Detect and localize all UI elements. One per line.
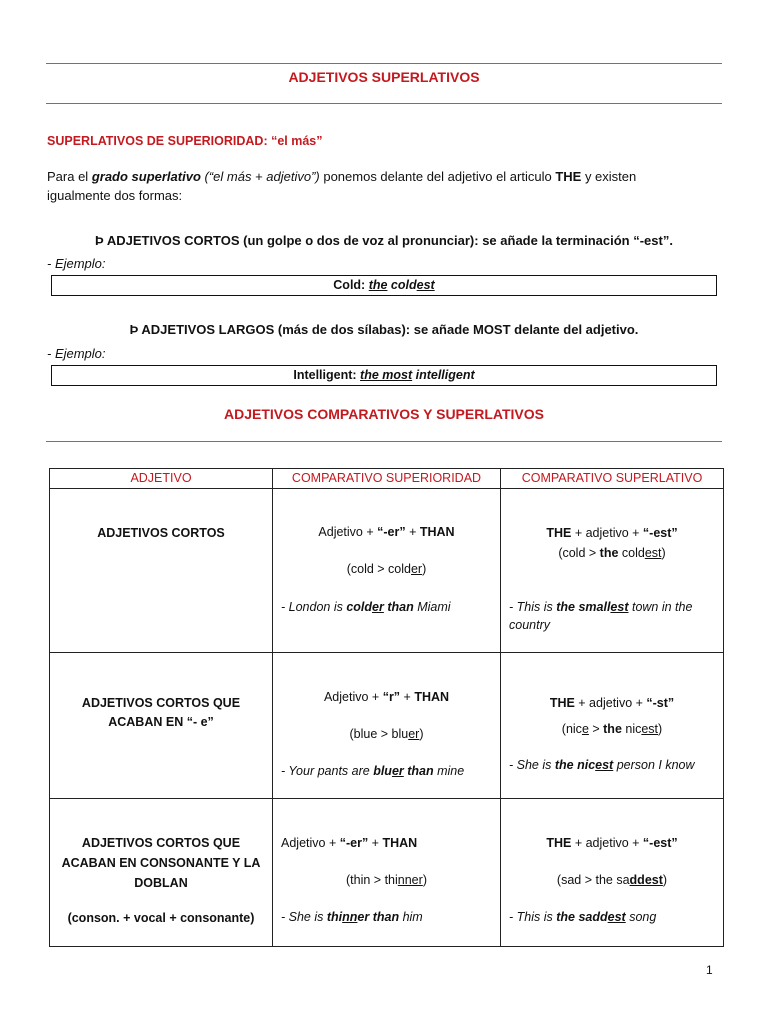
intro-line-2: igualmente dos formas: — [47, 187, 183, 203]
title-bottom-rule — [46, 103, 722, 104]
example-text: (cold > cold — [346, 562, 411, 576]
rule-the: THE — [546, 526, 572, 540]
page-title: ADJETIVOS SUPERLATIVOS — [288, 69, 480, 85]
example-text: cold — [618, 546, 645, 560]
rule-than: THAN — [382, 836, 418, 850]
short-adjectives-rule — [0, 232, 768, 251]
table-row — [50, 799, 724, 947]
intro-paragraph — [47, 168, 723, 206]
example-text: (sad > the sa — [556, 873, 630, 887]
adjective-type-label: ADJETIVOS CORTOS — [97, 526, 225, 540]
example-text: (nic — [561, 722, 582, 736]
header-superlativo: COMPARATIVO SUPERLATIVO — [501, 469, 724, 489]
sentence-underline: est — [610, 600, 629, 614]
sentence-bold: blu — [373, 764, 392, 778]
rule-text: + — [405, 525, 420, 539]
cell-adjective-type — [50, 489, 273, 653]
example-the: the — [368, 278, 388, 292]
rule-text: + adjetivo + — [574, 696, 647, 710]
intro-the: THE — [555, 169, 582, 184]
sentence-bold: the nic — [554, 758, 596, 772]
intro-italic: (“el más + adjetivo”) — [200, 169, 320, 184]
cell-comparative — [273, 799, 501, 947]
intro-text: ponemos delante del adjetivo el articulo — [319, 169, 556, 184]
adjective-type-label: ACABAN EN CONSONANTE Y LA — [61, 856, 261, 870]
sentence-text: person I know — [613, 758, 695, 772]
cell-superlative — [501, 653, 724, 799]
example-underline: est — [644, 546, 662, 560]
comparison-table — [49, 468, 724, 947]
example-text: (cold > — [558, 546, 600, 560]
sentence-underline: er — [391, 764, 404, 778]
example-word: Cold: — [333, 278, 369, 292]
example-underline: est — [641, 722, 659, 736]
example-the: the — [599, 546, 619, 560]
rule-than: THAN — [419, 525, 455, 539]
example-underline: nner — [397, 873, 423, 887]
example-underline: er — [408, 727, 420, 741]
example-adj: intelligent — [412, 368, 475, 382]
rule-suffix: “r” — [382, 690, 401, 704]
example-text: nic — [621, 722, 642, 736]
sentence-bold: thi — [326, 910, 343, 924]
sentence-bold: than — [403, 764, 434, 778]
rule-the: THE — [546, 836, 572, 850]
section-heading-superioridad: SUPERLATIVOS DE SUPERIORIDAD: “el más” — [47, 134, 323, 148]
sentence-bold: the small — [556, 600, 611, 614]
example-the: the — [603, 722, 622, 736]
sentence-bold: than — [383, 600, 414, 614]
bullet-arrow-icon: Þ — [129, 322, 139, 337]
rule-text: Adjetivo + — [323, 690, 383, 704]
header-adjetivo: ADJETIVO — [50, 469, 273, 489]
adjective-type-label: DOBLAN — [134, 876, 188, 890]
example-text: ) — [658, 722, 663, 736]
sentence-text: - This is — [509, 600, 557, 614]
sentence-text: song — [625, 910, 657, 924]
rule-text: Adjetivo + — [281, 836, 340, 850]
rule-text: + adjetivo + — [571, 526, 643, 540]
sentence-text: - Your pants are — [281, 764, 374, 778]
rule-the: THE — [549, 696, 575, 710]
table-row — [50, 489, 724, 653]
rule-suffix: “-st” — [646, 696, 675, 710]
sentence-text: Miami — [413, 600, 451, 614]
sentence-text: - This is — [509, 910, 557, 924]
sentence-underline: est — [595, 758, 614, 772]
rule-text: + adjetivo + — [571, 836, 643, 850]
example-text: ) — [422, 873, 427, 887]
example-the-most: the most — [360, 368, 413, 382]
example-label: - Ejemplo: — [47, 346, 106, 361]
intro-text: y existen — [581, 169, 637, 184]
table-header-row — [50, 469, 724, 489]
short-example-box — [51, 275, 717, 296]
adjective-type-label: ADJETIVOS CORTOS QUE — [81, 696, 241, 710]
page-number: 1 — [706, 963, 713, 977]
example-text: ) — [662, 873, 668, 887]
example-suffix: est — [416, 278, 435, 292]
rule-text: + — [368, 836, 383, 850]
sentence-text: - London is — [281, 600, 347, 614]
example-text: > — [588, 722, 604, 736]
table-row — [50, 653, 724, 799]
example-text: ) — [422, 562, 427, 576]
sentence-text: town in the — [628, 600, 693, 614]
sentence-underline: nn — [342, 910, 358, 924]
example-stem: cold — [387, 278, 417, 292]
example-underline: e — [581, 722, 589, 736]
top-rule — [46, 63, 722, 64]
sentence-bold: cold — [346, 600, 373, 614]
example-underline: er — [410, 562, 423, 576]
example-label: - Ejemplo: — [47, 256, 106, 271]
example-text: ) — [661, 546, 666, 560]
intro-text: Para el — [47, 169, 92, 184]
rule-suffix: “-er” — [339, 836, 369, 850]
cell-superlative — [501, 799, 724, 947]
cell-comparative — [273, 653, 501, 799]
section2-rule — [46, 441, 722, 442]
adjective-type-label: ACABAN EN “- e” — [108, 715, 214, 729]
rule-text: + — [400, 690, 415, 704]
section-heading-comparativos: ADJETIVOS COMPARATIVOS Y SUPERLATIVOS — [224, 406, 544, 422]
bullet-arrow-icon: Þ — [95, 233, 104, 248]
cell-superlative — [501, 489, 724, 653]
cell-adjective-type — [50, 653, 273, 799]
example-text: (blue > blu — [349, 727, 409, 741]
sentence-text: - She is — [281, 910, 327, 924]
short-rule-text: ADJETIVOS CORTOS (un golpe o dos de voz al pronunciar): se añade la terminación “-est”. — [106, 233, 673, 248]
sentence-text: mine — [433, 764, 465, 778]
cell-comparative — [273, 489, 501, 653]
sentence-text: him — [399, 910, 423, 924]
intro-emphasis: grado superlativo — [91, 169, 201, 184]
example-word: Intelligent: — [293, 368, 361, 382]
adjective-type-note: (conson. + vocal + consonante) — [67, 911, 255, 925]
sentence-text: - She is — [509, 758, 555, 772]
header-comparativo: COMPARATIVO SUPERIORIDAD — [273, 469, 501, 489]
example-underline: ddest — [629, 873, 663, 887]
long-example-box — [51, 365, 717, 386]
rule-than: THAN — [414, 690, 450, 704]
adjective-type-label: ADJETIVOS CORTOS QUE — [81, 836, 241, 850]
rule-suffix: “-est” — [642, 836, 678, 850]
sentence-text: country — [509, 618, 550, 633]
rule-suffix: “-er” — [377, 525, 406, 539]
long-adjectives-rule — [0, 321, 768, 340]
sentence-underline: est — [607, 910, 626, 924]
rule-text: Adjetivo + — [318, 525, 378, 539]
sentence-bold: er than — [357, 910, 400, 924]
example-text: (thin > thi — [346, 873, 398, 887]
rule-suffix: “-est” — [642, 526, 678, 540]
long-rule-text: ADJETIVOS LARGOS (más de dos sílabas): se añade MOST delante del adjetivo. — [141, 322, 639, 337]
sentence-bold: the sadd — [556, 910, 608, 924]
cell-adjective-type — [50, 799, 273, 947]
example-text: ) — [419, 727, 424, 741]
sentence-underline: er — [372, 600, 384, 614]
